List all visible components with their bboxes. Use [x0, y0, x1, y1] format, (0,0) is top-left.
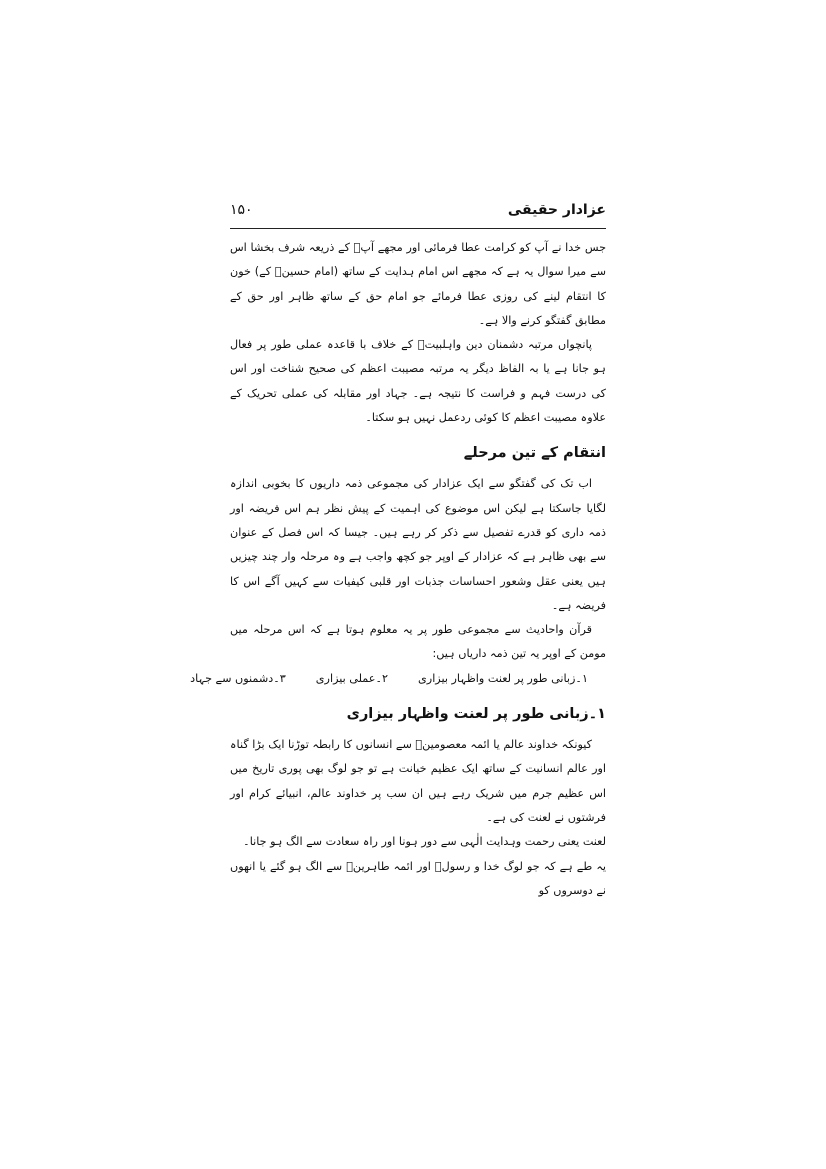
section-heading-three-stages: انتقام کے تین مرحلے: [463, 445, 606, 462]
duty-item-1: ۱۔زبانی طور پر لعنت واظہار بیزاری: [418, 671, 588, 685]
paragraph-3: اب تک کی گفتگو سے ایک عزادار کی مجموعی ذمہ داریوں کا بخوبی اندازہ لگایا جاسکتا ہے لیکن اس موضوع کی اہمیت کے پیش نظر ہم اس فریضہ اور ذمہ داری کو قدرے تفصیل سے ذکر کر رہے ہیں۔ جیسا کہ اس فصل کے عنوان سے بھی ظاہر ہے کہ عزادار کے اوپر جو کچھ واجب ہے وہ مرحلہ وار چند چیزیں ہیں یعنی عقل وشعور احساسات جذبات اور قلبی کیفیات سے کہیں آگے اس کا فریضہ ہے۔: [230, 477, 606, 612]
paragraph-2: پانچواں مرتبہ دشمنان دین واہلبیتؑ کے خلاف با قاعدہ عملی طور پر فعال ہو جانا ہے یا بہ الفاظ دیگر یہ مرتبہ مصیبت اعظم کی صحیح شناخت اور اس کی درست فہم و فراست کا نتیجہ ہے۔ جہاد اور مقابلہ کی عملی تحریک کے علاوہ مصیبت اعظم کا کوئی ردعمل نہیں ہو سکتا۔: [230, 338, 606, 425]
paragraph-1: جس خدا نے آپ کو کرامت عطا فرمائی اور مجھے آپؐ کے ذریعہ شرف بخشا اس سے میرا سوال یہ ہے کہ مجھے اس امام ہدایت کے ساتھ (امام حسینؑ کے) خون کا انتقام لینے کی روزی عطا فرمائے جو امام حق کے ساتھ ظاہر اور حق کے مطابق گفتگو کرنے والا ہے۔: [230, 241, 606, 327]
page-number: ۱۵۰: [230, 202, 253, 218]
running-title: عزادار حقیقی: [507, 202, 606, 218]
paragraph-5: کیونکہ خداوند عالم یا ائمہ معصومینؑ سے انسانوں کا رابطہ توڑنا ایک بڑا گناہ اور عالم انسانیت کے ساتھ ایک عظیم خیانت ہے تو جو لوگ بھی پوری تاریخ میں اس عظیم جرم میں شریک رہے ہیں ان سب پر خداوند عالم، انبیائے کرام اور فرشتوں نے لعنت کی ہے۔: [230, 738, 606, 824]
duties-list: [190, 667, 606, 691]
duty-item-3: ۳۔دشمنوں سے جہاد: [190, 671, 286, 685]
paragraph-4: قرآن واحادیث سے مجموعی طور پر یہ معلوم ہوتا ہے کہ اس مرحلہ میں مومن کے اوپر یہ تین ذمہ داریاں ہیں:: [230, 623, 606, 661]
paragraph-6: لعنت یعنی رحمت وہدایت الٰہی سے دور ہونا اور راہ سعادت سے الگ ہو جانا۔: [243, 835, 606, 849]
paragraph-7: یہ طے ہے کہ جو لوگ خدا و رسولؐ اور ائمہ طاہرینؑ سے الگ ہو گئے یا انھوں نے دوسروں کو: [230, 859, 606, 897]
header-divider: [230, 228, 606, 229]
duty-item-2: ۲۔عملی بیزاری: [315, 671, 389, 685]
section-heading-verbal-curse: ۱۔زبانی طور پر لعنت واظہار بیزاری: [346, 706, 606, 723]
page-header: [230, 200, 606, 224]
page-body: [190, 236, 606, 903]
